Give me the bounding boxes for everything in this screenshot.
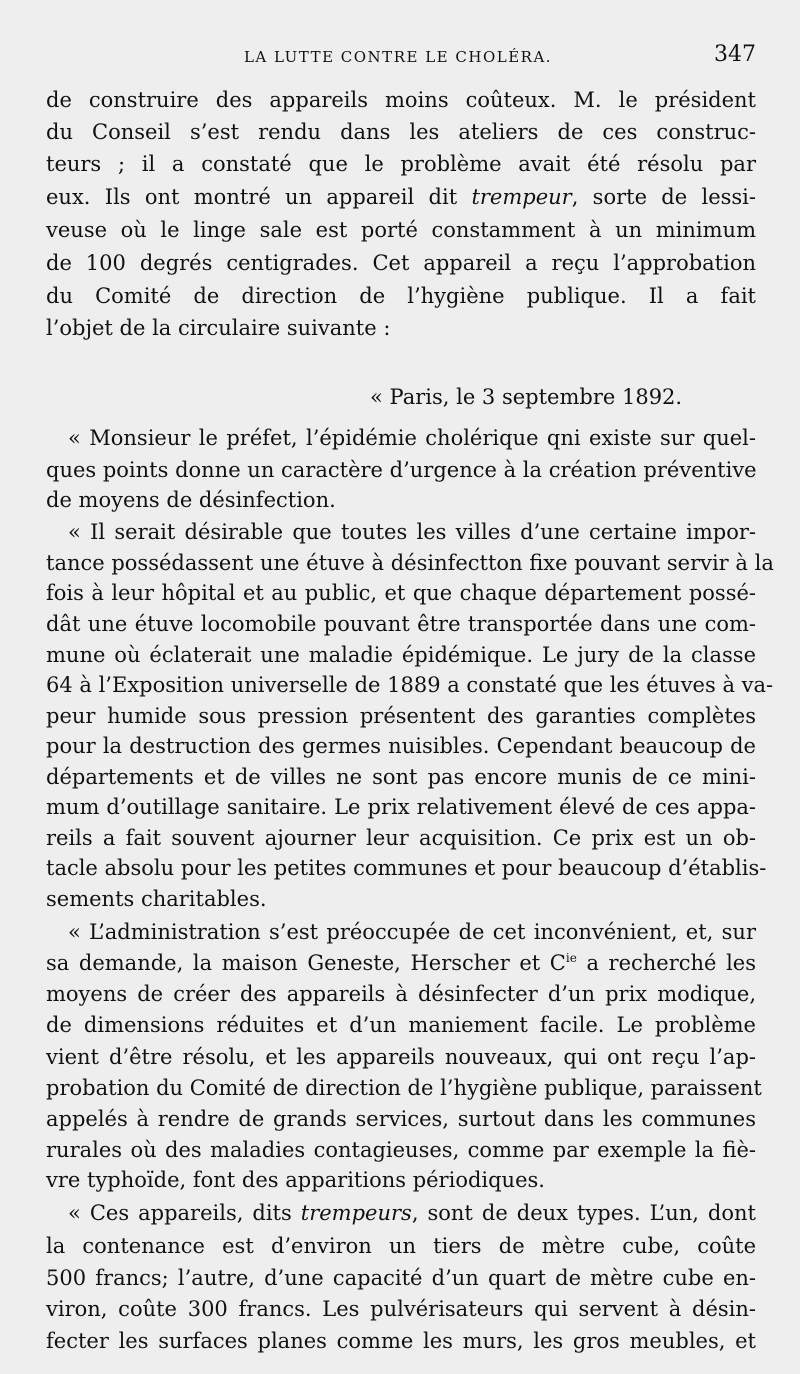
text-line: vient d’être résolu, et les appareils nouveaux, qui ont reçu l’ap- — [46, 1045, 756, 1069]
text-line: de dimensions réduites et d’un maniement facile. Le problème — [46, 1013, 756, 1037]
text-line: appelés à rendre de grands services, surtout dans les communes — [46, 1107, 756, 1131]
italic-term: trempeur — [471, 185, 572, 209]
text-line: « Monsieur le préfet, l’épidémie cholérique qni existe sur quel- — [68, 426, 756, 450]
text-line: dât une étuve locomobile pouvant être transportée dans une com- — [46, 612, 756, 636]
text-line: de construire des appareils moins coûteux. M. le président — [46, 88, 756, 112]
text-line: sements charitables. — [46, 887, 267, 911]
text-line — [68, 1198, 756, 1228]
text-line: veuse où le linge sale est porté constamment à un minimum — [46, 218, 756, 242]
text-line: la contenance est d’environ un tiers de mètre cube, coûte — [46, 1234, 756, 1258]
text-segment: « Ces appareils, dits — [68, 1201, 301, 1225]
text-line: du Comité de direction de l’hygiène publique. Il a fait — [46, 284, 756, 308]
text-segment: a recherché les — [576, 951, 756, 975]
page-number: 347 — [714, 42, 756, 67]
text-line: vre typhoïde, font des apparitions périodiques. — [46, 1168, 545, 1192]
text-line: « L’administration s’est préoccupée de cet inconvénient, et, sur — [68, 920, 756, 944]
text-line: peur humide sous pression présentent des garanties complètes — [46, 704, 756, 728]
text-line: pour la destruction des germes nuisibles. Cependant beaucoup de — [46, 734, 756, 758]
text-line: du Conseil s’est rendu dans les ateliers de ces construc- — [46, 120, 756, 144]
text-line: tacle absolu pour les petites communes et pour beaucoup d’établis- — [46, 856, 767, 880]
text-line: mum d’outillage sanitaire. Le prix relativement élevé de ces appa- — [46, 795, 756, 819]
text-line: 500 francs; l’autre, d’une capacité d’un quart de mètre cube en- — [46, 1266, 756, 1290]
text-line: l’objet de la circulaire suivante : — [46, 316, 391, 340]
text-line: fois à leur hôpital et au public, et que chaque département possé- — [46, 581, 756, 605]
italic-term: trempeurs — [300, 1201, 412, 1225]
running-header — [40, 42, 756, 72]
text-segment: , sont de deux types. L’un, dont — [411, 1201, 756, 1225]
text-line: 64 à l’Exposition universelle de 1889 a constaté que les étuves à va- — [46, 673, 774, 697]
running-title: LA LUTTE CONTRE LE CHOLÉRA. — [243, 48, 553, 66]
superscript: ie — [565, 951, 577, 965]
text-line — [46, 182, 756, 212]
text-line: reils a fait souvent ajourner leur acquisition. Ce prix est un ob- — [46, 826, 756, 850]
text-line: moyens de créer des appareils à désinfecter d’un prix modique, — [46, 982, 756, 1006]
text-line: viron, coûte 300 francs. Les pulvérisateurs qui servent à désin- — [46, 1297, 756, 1321]
text-line: rurales où des maladies contagieuses, comme par exemple la fiè- — [46, 1138, 756, 1162]
text-line: tance possédassent une étuve à désinfectton fixe pouvant servir à la — [46, 551, 774, 575]
text-line: de 100 degrés centigrades. Cet appareil a reçu l’approbation — [46, 251, 756, 275]
text-segment: , sorte de lessi- — [571, 185, 756, 209]
text-segment: eux. Ils ont montré un appareil dit — [46, 185, 472, 209]
text-line: départements et de villes ne sont pas encore munis de ce mini- — [46, 765, 756, 789]
text-line: fecter les surfaces planes comme les murs, les gros meubles, et — [46, 1329, 756, 1353]
text-line: probation du Comité de direction de l’hygiène publique, paraissent — [46, 1076, 762, 1100]
text-line: ques points donne un caractère d’urgence à la création préventive — [46, 458, 757, 482]
text-line: « Il serait désirable que toutes les villes d’une certaine impor- — [68, 520, 756, 544]
text-line: mune où éclaterait une maladie épidémique. Le jury de la classe — [46, 643, 756, 667]
text-line: de moyens de désinfection. — [46, 488, 336, 512]
text-segment: sa demande, la maison Geneste, Herscher et C — [46, 951, 566, 975]
text-line: teurs ; il a constaté que le problème avait été résolu par — [46, 152, 756, 176]
text-line — [46, 948, 756, 978]
dateline: « Paris, le 3 septembre 1892. — [370, 385, 683, 409]
